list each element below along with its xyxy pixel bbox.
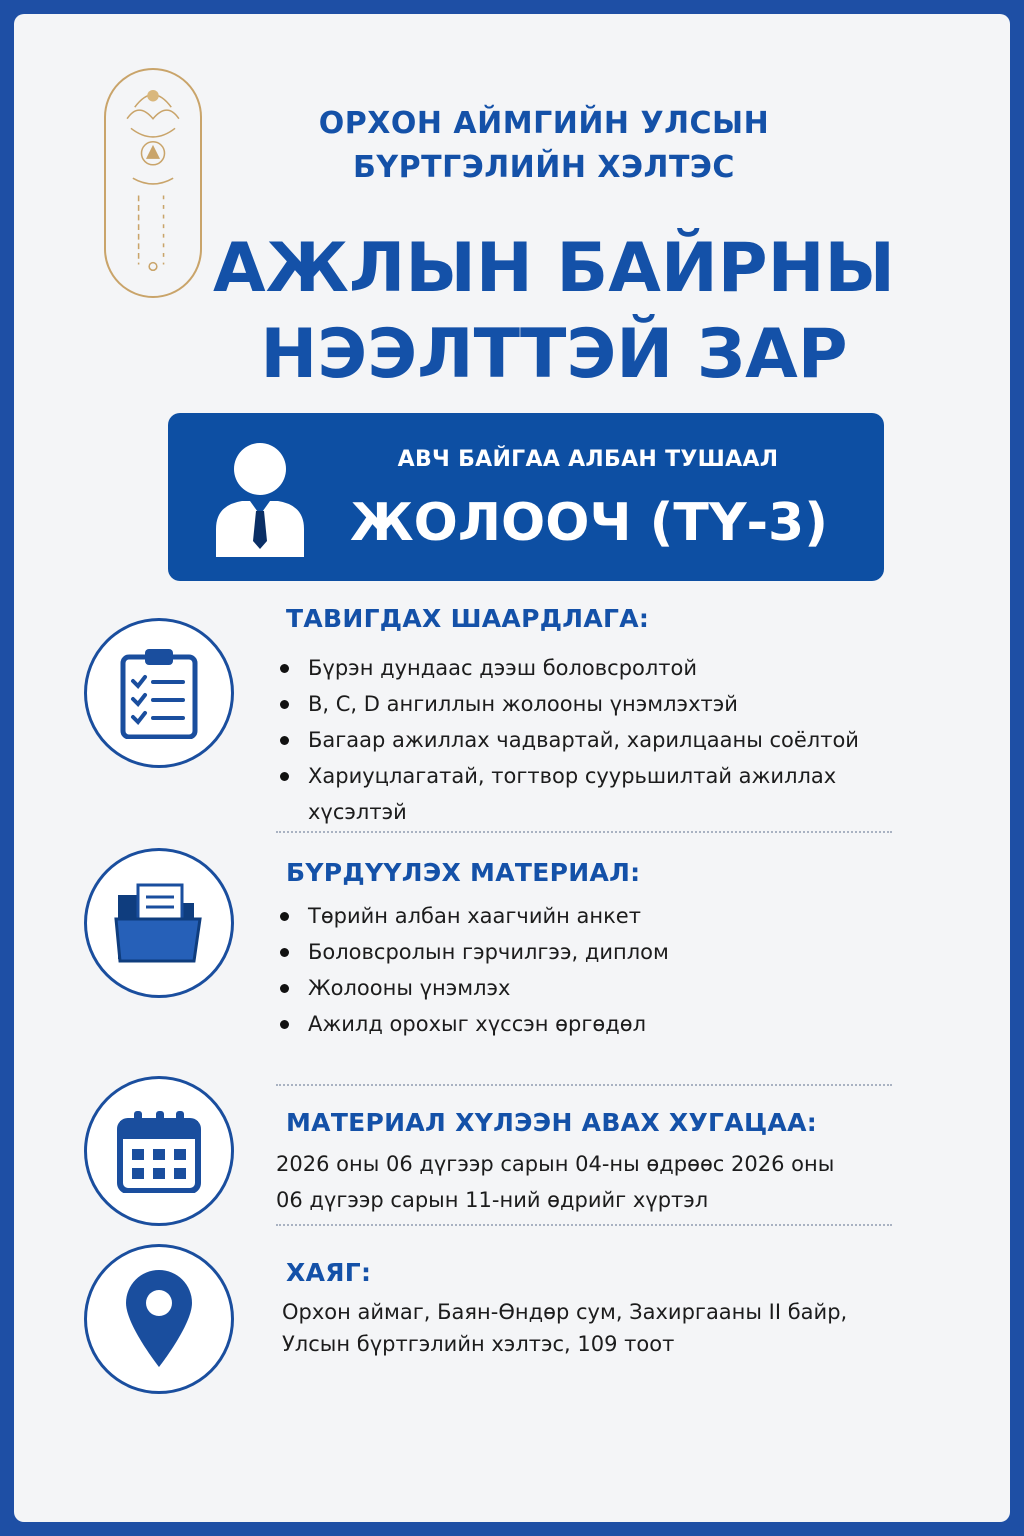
list-item: B, C, D ангиллын жолооны үнэмлэхтэй <box>276 686 916 722</box>
calendar-icon <box>116 1109 202 1193</box>
address-icon-circle <box>84 1244 234 1394</box>
headline-line2: НЭЭЛТТЭЙ ЗАР <box>260 315 848 394</box>
location-pin-icon <box>124 1269 194 1369</box>
deadline-title: МАТЕРИАЛ ХҮЛЭЭН АВАХ ХУГАЦАА: <box>286 1108 818 1137</box>
emblem-icon <box>106 70 200 296</box>
list-item: Жолооны үнэмлэх <box>276 970 916 1006</box>
poster-card <box>14 14 1010 1522</box>
page-title <box>194 226 914 398</box>
materials-icon-circle <box>84 848 234 998</box>
clipboard-checklist-icon <box>119 647 199 739</box>
position-title: ЖОЛООЧ (ТҮ-3) <box>350 493 829 553</box>
divider <box>276 1224 892 1226</box>
requirements-list <box>276 650 916 830</box>
list-item: Хариуцлагатай, тогтвор суурьшилтай ажиллах хүсэлтэй <box>276 758 916 830</box>
divider <box>276 831 892 833</box>
position-label: АВЧ БАЙГАА АЛБАН ТУШААЛ <box>397 447 779 472</box>
list-item: Ажилд орохыг хүссэн өргөдөл <box>276 1006 916 1042</box>
requirements-icon-circle <box>84 618 234 768</box>
materials-title: БҮРДҮҮЛЭХ МАТЕРИАЛ: <box>286 858 641 887</box>
org-name-line2: БҮРТГЭЛИЙН ХЭЛТЭС <box>353 150 735 185</box>
org-name-line1: ОРХОН АЙМГИЙН УЛСЫН <box>318 106 770 141</box>
list-item: Боловсролын гэрчилгээ, диплом <box>276 934 916 970</box>
materials-list <box>276 898 916 1042</box>
position-banner <box>168 413 884 581</box>
list-item: Төрийн албан хаагчийн анкет <box>276 898 916 934</box>
address-title: ХАЯГ: <box>286 1258 372 1287</box>
requirements-title: ТАВИГДАХ ШААРДЛАГА: <box>286 604 650 633</box>
divider <box>276 1084 892 1086</box>
list-item: Бүрэн дундаас дээш боловсролтой <box>276 650 916 686</box>
emblem-logo <box>104 68 202 298</box>
headline-line1: АЖЛЫН БАЙРНЫ <box>213 229 895 308</box>
list-item: Багаар ажиллах чадвартай, харилцааны соёлтой <box>276 722 916 758</box>
folder-document-icon <box>114 883 204 963</box>
deadline-text: 2026 оны 06 дүгээр сарын 04-ны өдрөөс 2026 оны 06 дүгээр сарын 11-ний өдрийг хүртэл <box>276 1152 835 1212</box>
address-text: Орхон аймаг, Баян-Өндөр сум, Захиргааны II байр, Улсын бүртгэлийн хэлтэс, 109 тоот <box>282 1300 848 1356</box>
deadline-icon-circle <box>84 1076 234 1226</box>
organization-name <box>254 102 834 190</box>
